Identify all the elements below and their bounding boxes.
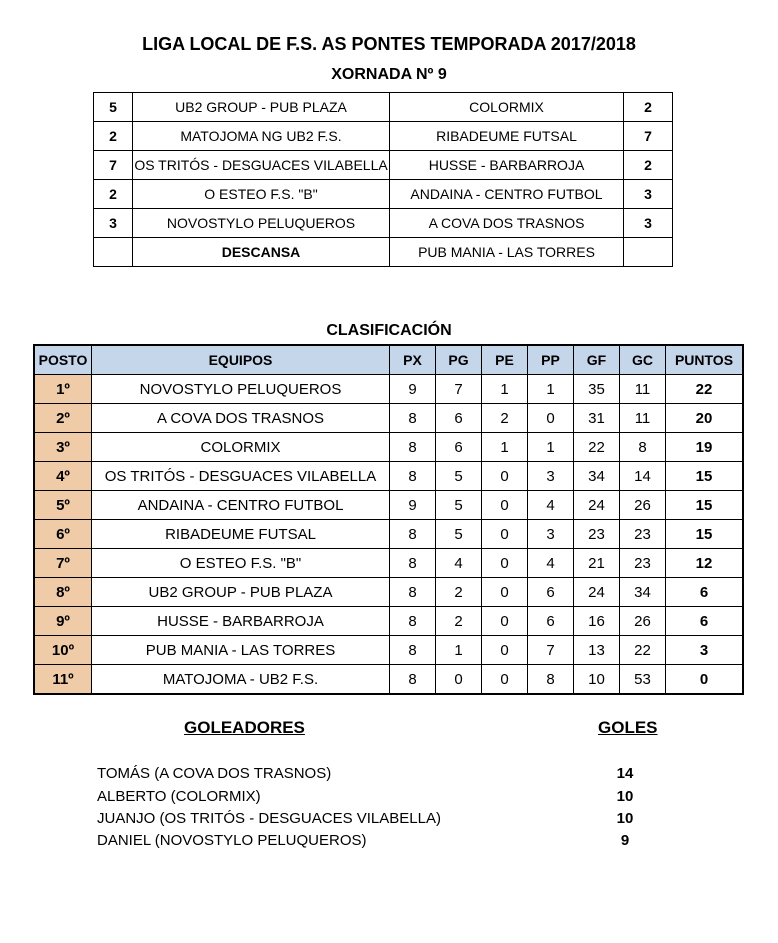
goals-for: 24 (574, 578, 620, 607)
away-team: PUB MANIA - LAS TORRES (390, 238, 624, 267)
away-team: RIBADEUME FUTSAL (390, 122, 624, 151)
header-equipos: EQUIPOS (92, 345, 390, 375)
match-row (94, 238, 673, 267)
header-posto: POSTO (34, 345, 92, 375)
team-name: NOVOSTYLO PELUQUEROS (92, 375, 390, 404)
position: 7º (34, 549, 92, 578)
won: 2 (436, 578, 482, 607)
points: 0 (666, 665, 744, 695)
goals-against: 23 (620, 549, 666, 578)
goals-against: 23 (620, 520, 666, 549)
scorers-heading: GOLEADORES (184, 718, 305, 737)
scorer-goals: 9 (620, 832, 630, 849)
goals-against: 26 (620, 607, 666, 636)
away-score: 3 (624, 209, 673, 238)
goals-heading: GOLES (598, 718, 658, 737)
away-team: A COVA DOS TRASNOS (390, 209, 624, 238)
scorer-goals: 14 (616, 765, 634, 782)
scorer-name: JUANJO (OS TRITÓS - DESGUACES VILABELLA) (97, 810, 441, 827)
points: 20 (666, 404, 744, 433)
lost: 6 (528, 607, 574, 636)
goals-for: 34 (574, 462, 620, 491)
home-team: NOVOSTYLO PELUQUEROS (133, 209, 390, 238)
goals-against: 34 (620, 578, 666, 607)
lost: 0 (528, 404, 574, 433)
home-team: OS TRITÓS - DESGUACES VILABELLA (133, 151, 390, 180)
lost: 7 (528, 636, 574, 665)
standings-row (34, 375, 743, 404)
header-px: PX (390, 345, 436, 375)
home-team: MATOJOMA NG UB2 F.S. (133, 122, 390, 151)
header-gf: GF (574, 345, 620, 375)
won: 4 (436, 549, 482, 578)
match-row (94, 151, 673, 180)
team-name: UB2 GROUP - PUB PLAZA (92, 578, 390, 607)
scorer-goals: 10 (616, 810, 634, 827)
position: 5º (34, 491, 92, 520)
position: 2º (34, 404, 92, 433)
lost: 4 (528, 549, 574, 578)
lost: 4 (528, 491, 574, 520)
standings-row (34, 665, 743, 695)
position: 6º (34, 520, 92, 549)
points: 19 (666, 433, 744, 462)
goals-against: 14 (620, 462, 666, 491)
team-name: O ESTEO F.S. "B" (92, 549, 390, 578)
drawn: 1 (482, 375, 528, 404)
played: 8 (390, 549, 436, 578)
away-score: 3 (624, 180, 673, 209)
drawn: 0 (482, 520, 528, 549)
match-row (94, 180, 673, 209)
home-score: 7 (94, 151, 133, 180)
away-score: 7 (624, 122, 673, 151)
goals-for: 22 (574, 433, 620, 462)
played: 8 (390, 404, 436, 433)
played: 8 (390, 636, 436, 665)
away-team: HUSSE - BARBARROJA (390, 151, 624, 180)
header-pg: PG (436, 345, 482, 375)
drawn: 0 (482, 549, 528, 578)
match-row (94, 93, 673, 122)
round-title: XORNADA Nº 9 (331, 66, 447, 83)
away-score: 2 (624, 151, 673, 180)
rest-label: DESCANSA (133, 238, 390, 267)
lost: 1 (528, 375, 574, 404)
header-gc: GC (620, 345, 666, 375)
goals-for: 13 (574, 636, 620, 665)
goals-for: 35 (574, 375, 620, 404)
won: 5 (436, 462, 482, 491)
home-score: 3 (94, 209, 133, 238)
points: 22 (666, 375, 744, 404)
points: 6 (666, 607, 744, 636)
position: 10º (34, 636, 92, 665)
header-pe: PE (482, 345, 528, 375)
drawn: 0 (482, 665, 528, 695)
drawn: 0 (482, 578, 528, 607)
goals-for: 31 (574, 404, 620, 433)
match-row (94, 209, 673, 238)
goals-against: 11 (620, 375, 666, 404)
goals-for: 24 (574, 491, 620, 520)
header-puntos: PUNTOS (666, 345, 744, 375)
standings-row (34, 491, 743, 520)
drawn: 1 (482, 433, 528, 462)
goals-against: 53 (620, 665, 666, 695)
match-row (94, 122, 673, 151)
home-team: O ESTEO F.S. "B" (133, 180, 390, 209)
team-name: PUB MANIA - LAS TORRES (92, 636, 390, 665)
position: 3º (34, 433, 92, 462)
goals-against: 11 (620, 404, 666, 433)
standings-row (34, 404, 743, 433)
standings-row (34, 578, 743, 607)
home-score: 2 (94, 122, 133, 151)
points: 15 (666, 491, 744, 520)
page-title: LIGA LOCAL DE F.S. AS PONTES TEMPORADA 2017/2018 (142, 34, 636, 54)
won: 6 (436, 433, 482, 462)
goals-for: 21 (574, 549, 620, 578)
lost: 3 (528, 520, 574, 549)
team-name: RIBADEUME FUTSAL (92, 520, 390, 549)
goals-against: 8 (620, 433, 666, 462)
standings-row (34, 462, 743, 491)
team-name: COLORMIX (92, 433, 390, 462)
team-name: ANDAINA - CENTRO FUTBOL (92, 491, 390, 520)
standings-table (33, 344, 744, 695)
drawn: 2 (482, 404, 528, 433)
position: 1º (34, 375, 92, 404)
points: 3 (666, 636, 744, 665)
standings-row (34, 549, 743, 578)
standings-header-row (34, 345, 743, 375)
won: 7 (436, 375, 482, 404)
drawn: 0 (482, 636, 528, 665)
home-score: 2 (94, 180, 133, 209)
goals-against: 26 (620, 491, 666, 520)
points: 12 (666, 549, 744, 578)
away-team: COLORMIX (390, 93, 624, 122)
goals-for: 16 (574, 607, 620, 636)
standings-title: CLASIFICACIÓN (326, 322, 452, 339)
position: 9º (34, 607, 92, 636)
home-score: 5 (94, 93, 133, 122)
lost: 6 (528, 578, 574, 607)
away-score: 2 (624, 93, 673, 122)
away-score (624, 238, 673, 267)
scorer-goals: 10 (616, 788, 634, 805)
away-team: ANDAINA - CENTRO FUTBOL (390, 180, 624, 209)
goals-against: 22 (620, 636, 666, 665)
scorer-name: TOMÁS (A COVA DOS TRASNOS) (97, 765, 332, 782)
team-name: HUSSE - BARBARROJA (92, 607, 390, 636)
points: 15 (666, 520, 744, 549)
played: 8 (390, 665, 436, 695)
played: 9 (390, 375, 436, 404)
drawn: 0 (482, 462, 528, 491)
won: 5 (436, 520, 482, 549)
scorer-name: ALBERTO (COLORMIX) (97, 788, 261, 805)
team-name: OS TRITÓS - DESGUACES VILABELLA (92, 462, 390, 491)
matches-table (93, 92, 673, 267)
won: 0 (436, 665, 482, 695)
drawn: 0 (482, 607, 528, 636)
standings-row (34, 520, 743, 549)
won: 2 (436, 607, 482, 636)
home-team: UB2 GROUP - PUB PLAZA (133, 93, 390, 122)
standings-row (34, 433, 743, 462)
header-pp: PP (528, 345, 574, 375)
points: 15 (666, 462, 744, 491)
position: 8º (34, 578, 92, 607)
played: 8 (390, 578, 436, 607)
won: 1 (436, 636, 482, 665)
team-name: MATOJOMA - UB2 F.S. (92, 665, 390, 695)
scorer-name: DANIEL (NOVOSTYLO PELUQUEROS) (97, 832, 367, 849)
points: 6 (666, 578, 744, 607)
standings-row (34, 636, 743, 665)
home-score (94, 238, 133, 267)
team-name: A COVA DOS TRASNOS (92, 404, 390, 433)
drawn: 0 (482, 491, 528, 520)
position: 11º (34, 665, 92, 695)
goals-for: 10 (574, 665, 620, 695)
won: 5 (436, 491, 482, 520)
played: 8 (390, 607, 436, 636)
won: 6 (436, 404, 482, 433)
played: 8 (390, 520, 436, 549)
played: 9 (390, 491, 436, 520)
played: 8 (390, 462, 436, 491)
lost: 3 (528, 462, 574, 491)
lost: 1 (528, 433, 574, 462)
standings-row (34, 607, 743, 636)
goals-for: 23 (574, 520, 620, 549)
lost: 8 (528, 665, 574, 695)
played: 8 (390, 433, 436, 462)
position: 4º (34, 462, 92, 491)
